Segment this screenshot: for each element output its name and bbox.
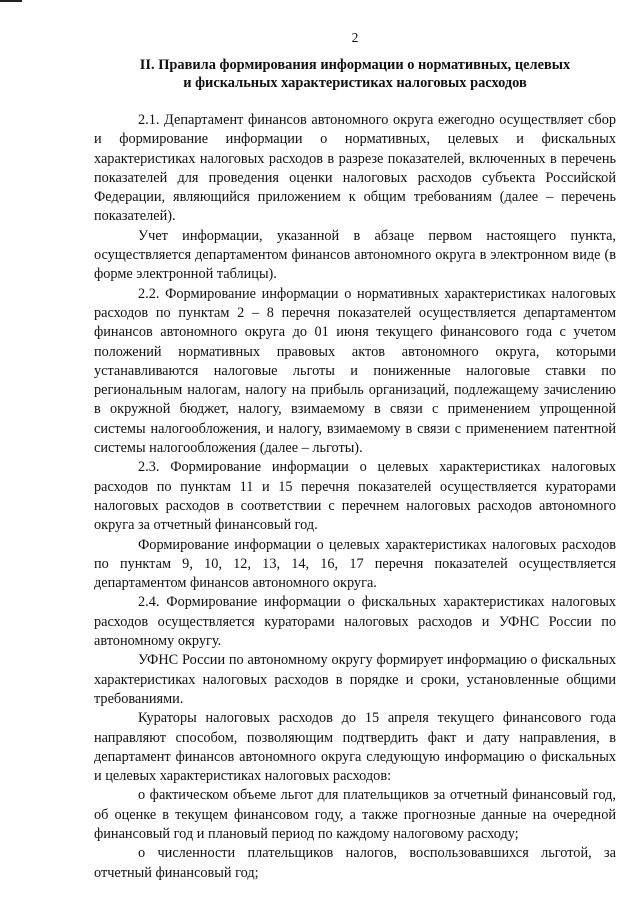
paragraph-2-4: 2.4. Формирование информации о фискальных характеристиках налоговых расходов осуществляется кураторами налоговых расходов и УФНС России по автономному округу. <box>94 594 616 650</box>
section-title <box>94 56 616 92</box>
document-body <box>94 111 616 883</box>
page-number: 2 <box>351 30 359 45</box>
paragraph-curators: Кураторы налоговых расходов до 15 апреля текущего финансового года направляют способом, позволяющим подтвердить факт и дату направления, в департамент финансов автономного округа следующую информацию о фискальных и целевых характеристиках налоговых расходов: <box>94 710 616 785</box>
paragraph-2-3: 2.3. Формирование информации о целевых характеристиках налоговых расходов по пунктам 11 и 15 перечня показателей осуществляется кураторами налоговых расходов в соответствии с перечнем налоговых расходов автономного округа за отчетный финансовый год. <box>94 459 616 534</box>
paragraph-2-2: 2.2. Формирование информации о нормативных характеристиках налоговых расходов по пунктам 2 – 8 перечня показателей осуществляется департаментом финансов автономного округа до 01 июня текущего финансового года с учетом положений нормативных правовых актов автономного округа, которыми устанавливаются налоговые льготы и пониженные налоговые ставки по региональным налогам, налогу на прибыль организаций, подлежащему зачислению в окружной бюджет, налогу, взимаемому в связи с применением упрощенной системы налогообложения, и налогу, взимаемому в связи с применением патентной системы налогообложения (далее – льготы). <box>94 285 616 457</box>
paragraph-target-characteristics: Формирование информации о целевых характеристиках налоговых расходов по пунктам 9, 10, 12, 13, 14, 16, 17 перечня показателей осуществляется департаментом финансов автономного округа. <box>94 536 616 592</box>
document-page <box>94 30 616 883</box>
scan-edge-mark <box>0 0 22 2</box>
paragraph-2-1: 2.1. Департамент финансов автономного округа ежегодно осуществляет сбор и формирование информации о нормативных, целевых и фискальных характеристиках налоговых расходов в разрезе показателей, включенных в перечень показателей для проведения оценки налоговых расходов субъекта Российской Федерации, являющийся приложением к общим требованиям (далее – перечень показателей). <box>94 112 616 225</box>
paragraph-accounting-note: Учет информации, указанной в абзаце первом настоящего пункта, осуществляется департаментом финансов автономного округа в электронном виде (в форме электронной таблицы). <box>94 227 616 283</box>
paragraph-payers-count: о численности плательщиков налогов, воспользовавшихся льготой, за отчетный финансовый год; <box>94 845 616 881</box>
section-title-line-1: II. Правила формирования информации о нормативных, целевых <box>139 57 571 73</box>
paragraph-actual-volume: о фактическом объеме льгот для плательщиков за отчетный финансовый год, об оценке в текущем финансовом году, а также прогнозные данные на очередной финансовый год и плановый период по каждому налоговому расходу; <box>94 787 616 842</box>
paragraph-ufns: УФНС России по автономному округу формирует информацию о фискальных характеристиках налоговых расходов в порядке и сроки, установленные общими требованиями. <box>94 652 616 707</box>
section-title-line-2: и фискальных характеристиках налоговых расходов <box>183 75 527 91</box>
